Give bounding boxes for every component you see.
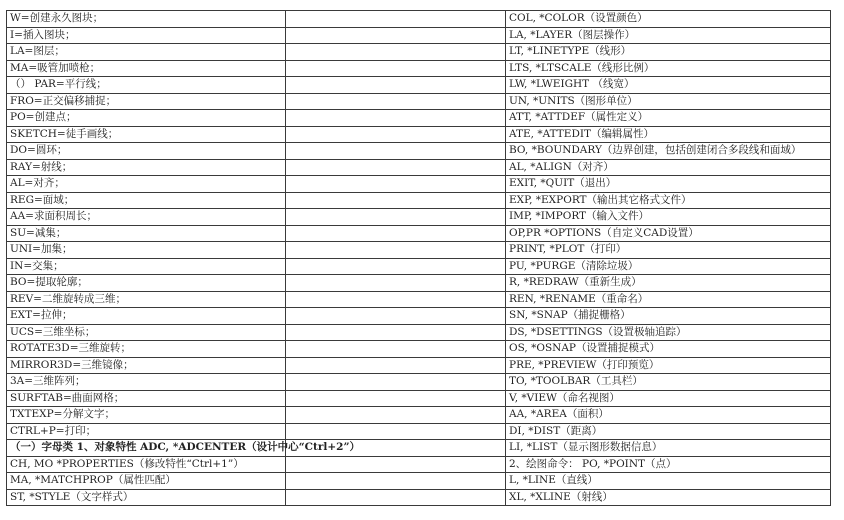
right-command-cell: OP,PR *OPTIONS（自定义CAD设置） — [506, 225, 831, 242]
table-row — [7, 77, 831, 94]
empty-middle-cell — [286, 324, 506, 341]
right-command-cell: BO, *BOUNDARY（边界创建，包括创建闭合多段线和面域） — [506, 143, 831, 160]
empty-middle-cell — [286, 60, 506, 77]
left-command-cell: BO=提取轮廓； — [7, 275, 286, 292]
table-row — [7, 11, 831, 28]
table-row — [7, 423, 831, 440]
table-row — [7, 209, 831, 226]
right-command-cell: PRINT, *PLOT（打印） — [506, 242, 831, 259]
empty-middle-cell — [286, 93, 506, 110]
empty-middle-cell — [286, 423, 506, 440]
table-row — [7, 176, 831, 193]
left-command-cell: ST, *STYLE（文字样式） — [7, 489, 286, 506]
table-row — [7, 390, 831, 407]
table-row — [7, 473, 831, 490]
right-command-cell: OS, *OSNAP（设置捕捉模式） — [506, 341, 831, 358]
right-command-cell: EXP, *EXPORT（输出其它格式文件） — [506, 192, 831, 209]
left-command-cell: IN=交集； — [7, 258, 286, 275]
right-command-cell: AL, *ALIGN（对齐） — [506, 159, 831, 176]
left-command-cell: PO=创建点； — [7, 110, 286, 127]
left-command-cell: MIRROR3D=三维镜像； — [7, 357, 286, 374]
empty-middle-cell — [286, 44, 506, 61]
empty-middle-cell — [286, 258, 506, 275]
empty-middle-cell — [286, 473, 506, 490]
right-command-cell: ATT, *ATTDEF（属性定义） — [506, 110, 831, 127]
right-command-cell: LTS, *LTSCALE（线形比例） — [506, 60, 831, 77]
right-command-cell: L, *LINE（直线） — [506, 473, 831, 490]
empty-middle-cell — [286, 11, 506, 28]
command-table — [6, 10, 831, 506]
right-command-cell: IMP, *IMPORT（输入文件） — [506, 209, 831, 226]
left-command-cell: UNI=加集； — [7, 242, 286, 259]
empty-middle-cell — [286, 341, 506, 358]
left-command-cell: AA=求面积周长； — [7, 209, 286, 226]
table-row — [7, 308, 831, 325]
table-row — [7, 27, 831, 44]
left-command-cell: REV=二维旋转成三维； — [7, 291, 286, 308]
left-command-cell: LA=图层； — [7, 44, 286, 61]
left-command-cell: ROTATE3D=三维旋转； — [7, 341, 286, 358]
right-command-cell: XL, *XLINE（射线） — [506, 489, 831, 506]
right-command-cell: PRE, *PREVIEW（打印预览） — [506, 357, 831, 374]
empty-middle-cell — [286, 126, 506, 143]
table-row — [7, 407, 831, 424]
table-row — [7, 159, 831, 176]
empty-middle-cell — [286, 407, 506, 424]
right-command-cell: V, *VIEW（命名视图） — [506, 390, 831, 407]
right-command-cell: DS, *DSETTINGS（设置极轴追踪） — [506, 324, 831, 341]
empty-middle-cell — [286, 77, 506, 94]
left-command-cell: （一）字母类 1、对象特性 ADC, *ADCENTER（设计中心“Ctrl+2”） — [7, 440, 286, 457]
right-command-cell: TO, *TOOLBAR（工具栏） — [506, 374, 831, 391]
left-command-cell: DO=圆环； — [7, 143, 286, 160]
empty-middle-cell — [286, 209, 506, 226]
empty-middle-cell — [286, 390, 506, 407]
left-command-cell: MA=吸管加喷枪； — [7, 60, 286, 77]
left-command-cell: CTRL+P=打印； — [7, 423, 286, 440]
right-command-cell: R, *REDRAW（重新生成） — [506, 275, 831, 292]
empty-middle-cell — [286, 489, 506, 506]
left-command-cell: SKETCH=徒手画线； — [7, 126, 286, 143]
left-command-cell: AL=对齐； — [7, 176, 286, 193]
right-command-cell: COL, *COLOR（设置颜色） — [506, 11, 831, 28]
table-row — [7, 324, 831, 341]
table-row — [7, 291, 831, 308]
left-command-cell: EXT=拉伸； — [7, 308, 286, 325]
table-row — [7, 143, 831, 160]
empty-middle-cell — [286, 143, 506, 160]
right-command-cell: EXIT, *QUIT（退出） — [506, 176, 831, 193]
empty-middle-cell — [286, 357, 506, 374]
empty-middle-cell — [286, 456, 506, 473]
table-row — [7, 242, 831, 259]
table-row — [7, 192, 831, 209]
table-row — [7, 225, 831, 242]
empty-middle-cell — [286, 159, 506, 176]
table-row — [7, 126, 831, 143]
left-command-cell: （） PAR=平行线； — [7, 77, 286, 94]
left-command-cell: SURFTAB=曲面网格； — [7, 390, 286, 407]
left-command-cell: MA, *MATCHPROP（属性匹配） — [7, 473, 286, 490]
table-row — [7, 357, 831, 374]
table-row — [7, 489, 831, 506]
right-command-cell: LA, *LAYER（图层操作） — [506, 27, 831, 44]
left-command-cell: REG=面域； — [7, 192, 286, 209]
empty-middle-cell — [286, 275, 506, 292]
table-row — [7, 110, 831, 127]
right-command-cell: SN, *SNAP（捕捉栅格） — [506, 308, 831, 325]
empty-middle-cell — [286, 192, 506, 209]
right-command-cell: AA, *AREA（面积） — [506, 407, 831, 424]
table-row — [7, 275, 831, 292]
empty-middle-cell — [286, 225, 506, 242]
left-command-cell: FRO=正交偏移捕捉； — [7, 93, 286, 110]
right-command-cell: ATE, *ATTEDIT（编辑属性） — [506, 126, 831, 143]
left-command-cell: UCS=三维坐标； — [7, 324, 286, 341]
table-row — [7, 93, 831, 110]
right-command-cell: 2、绘图命令： PO, *POINT（点） — [506, 456, 831, 473]
empty-middle-cell — [286, 291, 506, 308]
table-row — [7, 258, 831, 275]
empty-middle-cell — [286, 176, 506, 193]
left-command-cell: I=插入图块； — [7, 27, 286, 44]
left-command-cell: CH, MO *PROPERTIES（修改特性“Ctrl+1”） — [7, 456, 286, 473]
left-command-cell: RAY=射线； — [7, 159, 286, 176]
left-command-cell: SU=减集； — [7, 225, 286, 242]
table-row — [7, 456, 831, 473]
left-command-cell: 3A=三维阵列； — [7, 374, 286, 391]
table-row — [7, 341, 831, 358]
empty-middle-cell — [286, 27, 506, 44]
right-command-cell: LW, *LWEIGHT （线宽） — [506, 77, 831, 94]
empty-middle-cell — [286, 308, 506, 325]
empty-middle-cell — [286, 110, 506, 127]
table-row — [7, 60, 831, 77]
table-row — [7, 374, 831, 391]
left-command-cell: W=创建永久图块； — [7, 11, 286, 28]
empty-middle-cell — [286, 374, 506, 391]
right-command-cell: PU, *PURGE（清除垃圾） — [506, 258, 831, 275]
right-command-cell: DI, *DIST（距离） — [506, 423, 831, 440]
right-command-cell: LI, *LIST（显示图形数据信息） — [506, 440, 831, 457]
left-command-cell: TXTEXP=分解文字； — [7, 407, 286, 424]
table-row — [7, 44, 831, 61]
right-command-cell: LT, *LINETYPE（线形） — [506, 44, 831, 61]
right-command-cell: REN, *RENAME（重命名） — [506, 291, 831, 308]
empty-middle-cell — [286, 242, 506, 259]
right-command-cell: UN, *UNITS（图形单位） — [506, 93, 831, 110]
table-row — [7, 440, 831, 457]
